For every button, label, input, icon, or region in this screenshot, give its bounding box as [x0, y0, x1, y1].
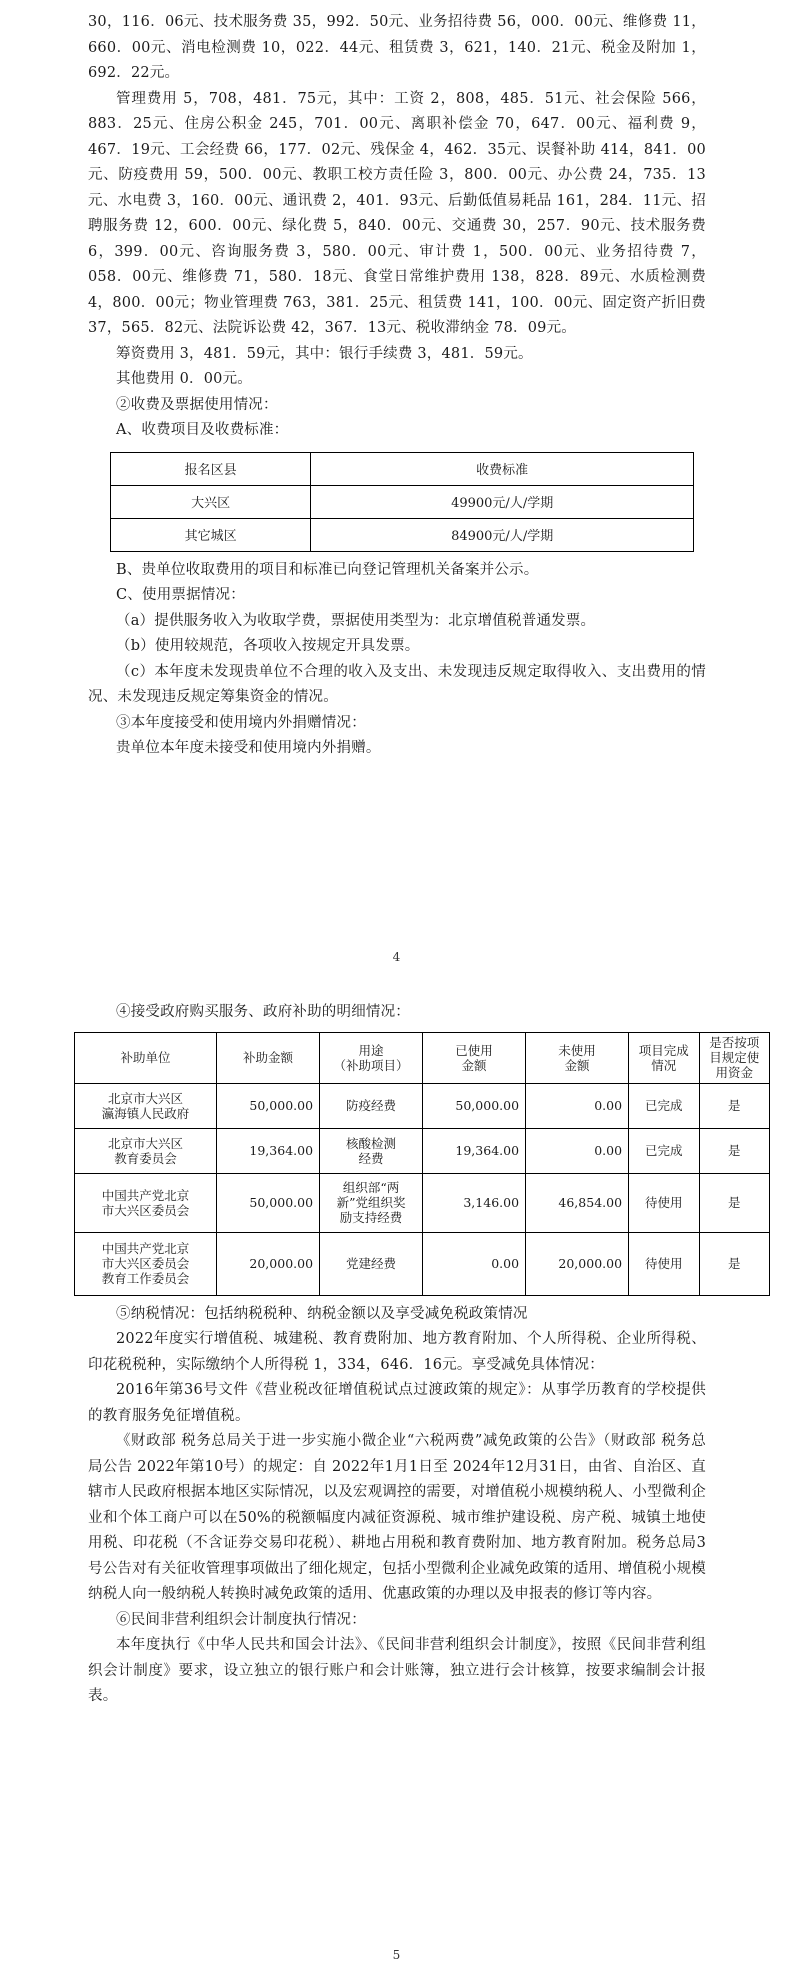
fee-standard-table	[110, 452, 694, 552]
subsidy-cell-unused: 0.00	[526, 1083, 629, 1128]
page-number: 4	[392, 950, 401, 964]
table-row	[75, 1128, 770, 1173]
heading-donations: ③本年度接受和使用境内外捐赠情况：	[116, 714, 366, 731]
subsidy-cell-status: 待使用	[629, 1173, 699, 1232]
paragraph-admin-expenses: 管理费用 5，708，481．75元，其中：工资 2，808，485．51元、社会保险 566，883．25元、住房公积金 245，701．00元、离职补偿金 70，647．00元、福利费 9，467．19元、工会经费 66，177．02元、残保金 4，462．35元、误餐补助 414，841．00元、防疫费用 59，500．00元、教职工校方责任险 3，800．00元、办公费 24，735．13元、水电费 3，160．00元、通讯费 2，401．93元、后勤低值易耗品 161，284．11元、招聘服务费 12，600．00元、绿化费 5，840．00元、交通费 30，257．90元、技术服务费 6，399．00元、咨询服务费 3，580．00元、审计费 1，500．00元、业务招待费 7，058．00元、维修费 71，580．18元、食堂日常维护费用 138，828．89元、水质检测费 4，800．00元；物业管理费 763，381．25元、租赁费 141，100．00元、固定资产折旧费 37，565．82元、法院诉讼费 42，367．13元、税收滞纳金 78．09元。	[88, 90, 706, 336]
subsidy-header-unit: 补助单位	[75, 1032, 217, 1083]
heading-invoice-usage: C、使用票据情况：	[116, 587, 245, 603]
subsidy-cell-purpose: 组织部“两 新”党组织奖 励支持经费	[320, 1173, 423, 1232]
paragraph-financing-expenses: 筹资费用 3，481．59元，其中：银行手续费 3，481．59元。	[116, 345, 533, 362]
subsidy-cell-unused: 46,854.00	[526, 1173, 629, 1232]
subsidy-cell-purpose: 核酸检测 经费	[320, 1128, 423, 1173]
subsidy-cell-purpose: 防疫经费	[320, 1083, 423, 1128]
subsidy-cell-status: 待使用	[629, 1232, 699, 1295]
heading-gov-subsidies: ④接受政府购买服务、政府补助的明细情况：	[116, 1004, 410, 1020]
paragraph-vat-exemption: 2016年第36号文件《营业税改征增值税试点过渡政策的规定》：从事学历教育的学校提供的教育服务免征增值税。	[88, 1382, 706, 1424]
subsidy-cell-used: 0.00	[423, 1232, 526, 1295]
paragraph-other-expenses: 其他费用 0．00元。	[116, 371, 252, 387]
subsidy-table	[74, 1032, 770, 1296]
subsidy-cell-compliance: 是	[699, 1173, 770, 1232]
subsidy-header-used: 已使用 金额	[423, 1032, 526, 1083]
table-row	[75, 1232, 770, 1295]
page-number: 5	[392, 1948, 401, 1962]
subsidy-cell-unused: 0.00	[526, 1128, 629, 1173]
table-row	[75, 1173, 770, 1232]
subsidy-cell-amount: 19,364.00	[217, 1128, 320, 1173]
subsidy-cell-used: 19,364.00	[423, 1128, 526, 1173]
subsidy-cell-compliance: 是	[699, 1083, 770, 1128]
paragraph-donations: 贵单位本年度未接受和使用境内外捐赠。	[116, 740, 381, 756]
subsidy-cell-unused: 20,000.00	[526, 1232, 629, 1295]
subsidy-cell-unit: 北京市大兴区 瀛海镇人民政府	[75, 1083, 217, 1128]
subsidy-table-header-row	[75, 1032, 770, 1083]
subsidy-cell-amount: 20,000.00	[217, 1232, 320, 1295]
subsidy-header-compliance: 是否按项 目规定使 用资金	[699, 1032, 770, 1083]
subsidy-cell-used: 50,000.00	[423, 1083, 526, 1128]
subsidy-cell-amount: 50,000.00	[217, 1083, 320, 1128]
subsidy-header-unused: 未使用 金额	[526, 1032, 629, 1083]
subsidy-cell-unit: 中国共产党北京 市大兴区委员会	[75, 1173, 217, 1232]
table-row	[111, 518, 694, 551]
paragraph-small-business-policy: 《财政部 税务总局关于进一步实施小微企业“六税两费”减免政策的公告》（财政部 税务总局公告 2022年第10号）的规定：自 2022年1月1日至 2024年12月31日，由省、自治区、直辖市人民政府根据本地区实际情况，以及宏观调控的需要，对增值税小规模纳税人、小型微利企业和个体工商户可以在50%的税额幅度内减征资源税、城市维护建设税、房产税、城镇土地使用税、印花税（不含证券交易印花税）、耕地占用税和教育费附加、地方教育附加。税务总局3号公告对有关征收管理事项做出了细化规定，包括小型微利企业减免政策的适用、增值税小规模纳税人向一般纳税人转换时减免政策的适用、优惠政策的办理以及申报表的修订等内容。	[88, 1433, 706, 1602]
fee-table-header-district: 报名区县	[111, 452, 311, 485]
page-5	[0, 990, 793, 1970]
subsidy-header-purpose: 用途 （补助项目）	[320, 1032, 423, 1083]
subsidy-cell-purpose: 党建经费	[320, 1232, 423, 1295]
heading-fees-and-invoices: ②收费及票据使用情况：	[116, 396, 278, 413]
fee-table-header-standard: 收费标准	[311, 452, 694, 485]
heading-accounting-system: ⑥民间非营利组织会计制度执行情况：	[116, 1611, 366, 1628]
paragraph-invoice-b: （b）使用较规范，各项收入按规定开具发票。	[116, 638, 420, 654]
heading-tax: ⑤纳税情况：包括纳税税种、纳税金额以及享受减免税政策情况	[116, 1305, 528, 1322]
fee-table-header-row	[111, 452, 694, 485]
table-row	[111, 485, 694, 518]
paragraph-fee-filing: B、贵单位收取费用的项目和标准已向登记管理机关备案并公示。	[116, 561, 539, 578]
table-row	[75, 1083, 770, 1128]
fee-table-cell-standard: 49900元/人/学期	[311, 485, 694, 518]
paragraph-invoice-a: （a）提供服务收入为收取学费，票据使用类型为：北京增值税普通发票。	[116, 612, 596, 629]
subsidy-header-status: 项目完成 情况	[629, 1032, 699, 1083]
fee-table-cell-district: 大兴区	[111, 485, 311, 518]
subsidy-cell-unit: 北京市大兴区 教育委员会	[75, 1128, 217, 1173]
subsidy-cell-compliance: 是	[699, 1128, 770, 1173]
paragraph-invoice-c: （c）本年度未发现贵单位不合理的收入及支出、未发现违反规定取得收入、支出费用的情况、未发现违反规定筹集资金的情况。	[88, 663, 706, 705]
paragraph-accounting-system: 本年度执行《中华人民共和国会计法》、《民间非营利组织会计制度》，按照《民间非营利组织会计制度》要求，设立独立的银行账户和会计账簿，独立进行会计核算，按要求编制会计报表。	[88, 1637, 706, 1704]
page-4-content	[88, 10, 706, 762]
subsidy-cell-amount: 50,000.00	[217, 1173, 320, 1232]
paragraph-tax-types: 2022年度实行增值税、城建税、教育费附加、地方教育附加、个人所得税、企业所得税、印花税税种，实际缴纳个人所得税 1，334，646．16元。享受减免具体情况：	[88, 1331, 706, 1373]
subsidy-cell-status: 已完成	[629, 1083, 699, 1128]
paragraph-selling-expenses-tail: 30，116．06元、技术服务费 35，992．50元、业务招待费 56，000．00元、维修费 11，660．00元、消电检测费 10，022．44元、租赁费 3，621，140．21元、税金及附加 1，692．22元。	[88, 14, 706, 81]
subsidy-cell-used: 3,146.00	[423, 1173, 526, 1232]
fee-table-cell-district: 其它城区	[111, 518, 311, 551]
subsidy-cell-unit: 中国共产党北京 市大兴区委员会 教育工作委员会	[75, 1232, 217, 1295]
subsidy-header-amount: 补助金额	[217, 1032, 320, 1083]
page-5-content	[88, 1000, 760, 1710]
fee-table-cell-standard: 84900元/人/学期	[311, 518, 694, 551]
subsidy-cell-status: 已完成	[629, 1128, 699, 1173]
heading-fee-items: A、收费项目及收费标准：	[116, 422, 289, 438]
subsidy-cell-compliance: 是	[699, 1232, 770, 1295]
